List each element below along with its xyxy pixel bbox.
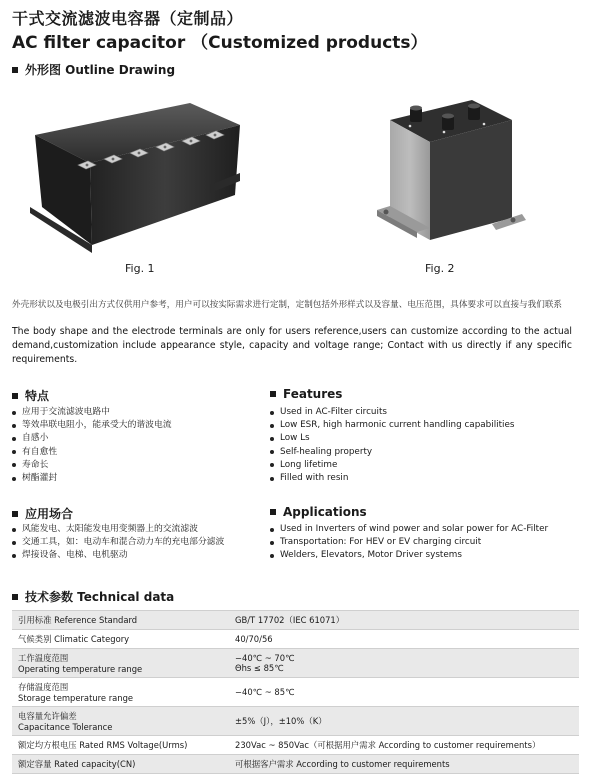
list-item: Welders, Elevators, Motor Driver systems xyxy=(270,549,548,562)
table-cell-label: 额定均方根电压 Rated RMS Voltage(Urms) xyxy=(12,736,229,755)
figure-1-capacitor-image xyxy=(30,95,245,255)
page-title-cn: 干式交流滤波电容器（定制品） xyxy=(12,9,244,28)
features-heading-en-text: Features xyxy=(283,387,343,401)
applications-heading-en xyxy=(270,505,367,519)
table-row xyxy=(12,736,579,755)
square-bullet-icon xyxy=(12,511,18,517)
table-cell-value: 230Vac ~ 850Vac（可根据用户需求 According to customer requirements） xyxy=(229,736,579,755)
list-item: 自感小 xyxy=(12,432,172,445)
square-bullet-icon xyxy=(270,509,276,515)
applications-list-cn xyxy=(12,523,224,563)
figure-1-caption: Fig. 1 xyxy=(125,262,155,275)
applications-list-en xyxy=(270,523,548,563)
table-cell-label: 工作温度范围 Operating temperature range xyxy=(12,649,229,678)
table-cell-value: 可根据客户需求 According to customer requirements xyxy=(229,755,579,774)
features-list-cn xyxy=(12,406,172,485)
figure-2-capacitor-image xyxy=(372,90,527,255)
bullet-dot-icon xyxy=(270,424,274,428)
table-row xyxy=(12,678,579,707)
list-item: 有自愈性 xyxy=(12,446,172,459)
features-heading-en xyxy=(270,387,342,401)
list-item: Long lifetime xyxy=(270,459,514,472)
outline-heading-text: 外形图 Outline Drawing xyxy=(25,63,176,77)
list-item: Low Ls xyxy=(270,432,514,445)
customization-note-en: The body shape and the electrode terminals are only for users reference,users can customize according to the actual demand,customization include appearance style, capacity and voltage range; Contact with us directly if any specific requirements. xyxy=(12,326,572,365)
bullet-dot-icon xyxy=(12,424,16,428)
list-item: Self-healing property xyxy=(270,446,514,459)
table-cell-label: 气候类别 Climatic Category xyxy=(12,630,229,649)
bullet-dot-icon xyxy=(12,477,16,481)
square-bullet-icon xyxy=(270,391,276,397)
bullet-dot-icon xyxy=(270,554,274,558)
applications-heading-cn-text: 应用场合 xyxy=(25,507,74,521)
outline-heading xyxy=(12,61,175,78)
bullet-dot-icon xyxy=(270,541,274,545)
list-item: 焊接设备、电梯、电机驱动 xyxy=(12,549,224,562)
features-list-en xyxy=(270,406,514,485)
table-cell-label: 存储温度范围 Storage temperature range xyxy=(12,678,229,707)
list-item: 等效串联电阻小，能承受大的谐波电流 xyxy=(12,419,172,432)
customization-note-cn: 外壳形状以及电极引出方式仅供用户参考，用户可以按实际需求进行定制，定制包括外形样式以及容量、电压范围，具体要求可以直接与我们联系 xyxy=(12,300,563,310)
table-cell-label: 额定容量 Rated capacity(CN) xyxy=(12,755,229,774)
list-item: 风能发电、太阳能发电用变频器上的交流滤波 xyxy=(12,523,224,536)
technical-data-table xyxy=(12,610,579,774)
technical-heading xyxy=(12,588,174,605)
bullet-dot-icon xyxy=(12,541,16,545)
bullet-dot-icon xyxy=(12,437,16,441)
table-row xyxy=(12,649,579,678)
list-item: 树酯灌封 xyxy=(12,472,172,485)
square-bullet-icon xyxy=(12,393,18,399)
features-heading-cn xyxy=(12,387,49,404)
bullet-dot-icon xyxy=(270,437,274,441)
applications-heading-cn xyxy=(12,505,73,522)
table-row xyxy=(12,611,579,630)
table-cell-value: −40℃ ~ 70℃ Θhs ≤ 85℃ xyxy=(229,649,579,678)
features-heading-cn-text: 特点 xyxy=(25,389,50,403)
list-item: 应用于交流滤波电路中 xyxy=(12,406,172,419)
table-cell-label: 引用标准 Reference Standard xyxy=(12,611,229,630)
square-bullet-icon xyxy=(12,594,18,600)
table-row xyxy=(12,630,579,649)
list-item: 寿命长 xyxy=(12,459,172,472)
table-cell-value: GB/T 17702（IEC 61071） xyxy=(229,611,579,630)
bullet-dot-icon xyxy=(270,463,274,467)
list-item: Low ESR, high harmonic current handling capabilities xyxy=(270,419,514,432)
page-title-en: AC filter capacitor （Customized products） xyxy=(12,33,428,53)
bullet-dot-icon xyxy=(12,554,16,558)
bullet-dot-icon xyxy=(270,450,274,454)
table-row xyxy=(12,707,579,736)
figure-2-caption: Fig. 2 xyxy=(425,262,455,275)
bullet-dot-icon xyxy=(12,528,16,532)
technical-heading-text: 技术参数 Technical data xyxy=(25,590,175,604)
list-item: Filled with resin xyxy=(270,472,514,485)
square-bullet-icon xyxy=(12,67,18,73)
bullet-dot-icon xyxy=(12,450,16,454)
table-cell-value: 40/70/56 xyxy=(229,630,579,649)
table-cell-value: −40℃ ~ 85℃ xyxy=(229,678,579,707)
table-cell-label: 电容量允许偏差 Capacitance Tolerance xyxy=(12,707,229,736)
list-item: Used in Inverters of wind power and solar power for AC-Filter xyxy=(270,523,548,536)
list-item: Used in AC-Filter circuits xyxy=(270,406,514,419)
list-item: Transportation: For HEV or EV charging circuit xyxy=(270,536,548,549)
bullet-dot-icon xyxy=(12,463,16,467)
applications-heading-en-text: Applications xyxy=(283,505,367,519)
bullet-dot-icon xyxy=(270,477,274,481)
list-item: 交通工具，如：电动车和混合动力车的充电部分滤波 xyxy=(12,536,224,549)
bullet-dot-icon xyxy=(270,528,274,532)
table-cell-value: ±5%（J），±10%（K） xyxy=(229,707,579,736)
bullet-dot-icon xyxy=(12,411,16,415)
bullet-dot-icon xyxy=(270,411,274,415)
